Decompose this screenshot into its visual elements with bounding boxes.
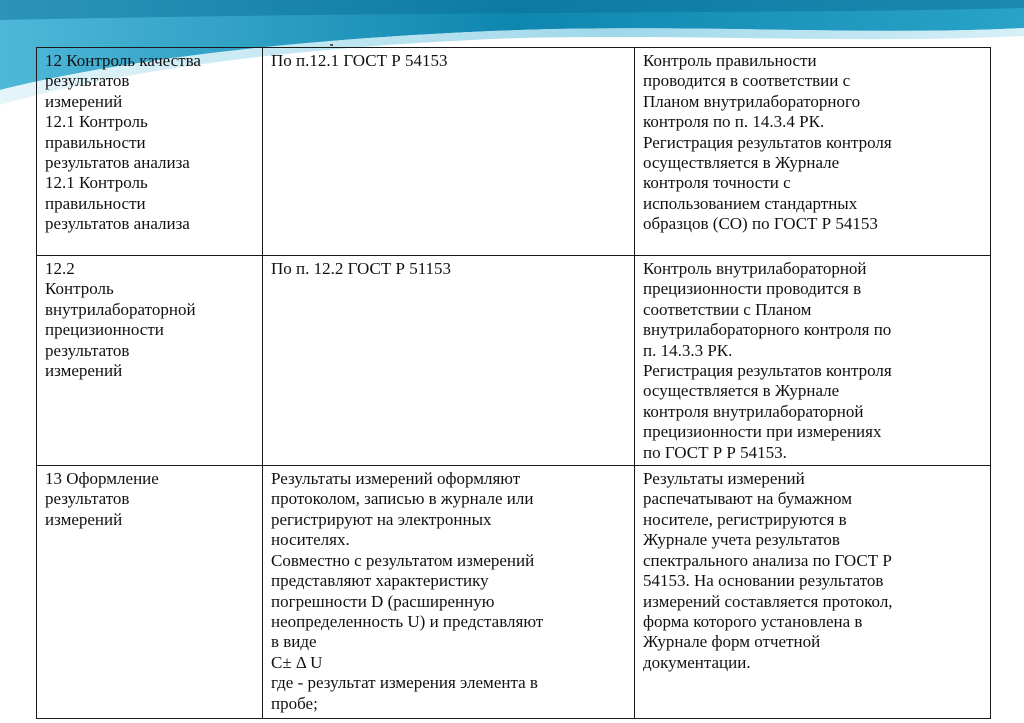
cell-line: осуществляется в Журнале — [643, 153, 840, 173]
cell-line: Результаты измерений — [643, 469, 805, 489]
table-row — [37, 256, 991, 466]
section-cell — [37, 256, 263, 466]
cell-line: Контроль — [45, 279, 114, 299]
formula-line: C± Δ U — [271, 652, 323, 672]
cell-line: в виде — [271, 632, 317, 652]
cell-line: внутрилабораторного контроля по — [643, 320, 892, 340]
cell-line: протоколом, записью в журнале или — [271, 489, 534, 509]
cell-line: Регистрация результатов контроля — [643, 132, 892, 152]
cell-line: носителе, регистрируются в — [643, 509, 847, 529]
stray-mark — [330, 44, 333, 46]
cell-line: распечатывают на бумажном — [643, 489, 852, 509]
cell-line: осуществляется в Журнале — [643, 381, 840, 401]
cell-line: Контроль правильности — [643, 51, 817, 70]
cell-line: представляют характеристику — [271, 571, 489, 591]
cell-line: регистрируют на электронных — [271, 509, 492, 529]
cell-line: погрешности D (расширенную — [271, 591, 495, 611]
cell-line: измерений составляется протокол, — [643, 591, 893, 611]
cell-line: прецизионности — [45, 320, 164, 340]
cell-line: 12.2 — [45, 259, 75, 278]
implementation-cell — [635, 466, 991, 719]
cell-line: измерений — [45, 91, 123, 111]
cell-line: форма которого установлена в — [643, 611, 863, 631]
implementation-cell — [635, 256, 991, 466]
cell-line: результатов — [45, 489, 130, 509]
cell-line: результатов анализа — [45, 214, 190, 234]
cell-line: образцов (СО) по ГОСТ Р 54153 — [643, 214, 878, 234]
cell-line: по ГОСТ Р Р 54153. — [643, 442, 787, 462]
cell-line: п. 14.3.3 РК. — [643, 340, 733, 360]
cell-line: Журнале форм отчетной — [643, 632, 821, 652]
cell-line: спектрального анализа по ГОСТ Р — [643, 550, 892, 570]
table-row — [37, 48, 991, 256]
cell-line: 12 Контроль качества — [45, 51, 201, 70]
cell-line: соответствии с Планом — [643, 299, 812, 319]
cell-line: измерений — [45, 361, 123, 381]
cell-line: правильности — [45, 193, 146, 213]
cell-line: правильности — [45, 132, 146, 152]
cell-line: контроля внутрилабораторной — [643, 401, 864, 421]
section-cell — [37, 48, 263, 256]
cell-line: результатов — [45, 340, 130, 360]
cell-line: прецизионности при измерениях — [643, 422, 882, 442]
cell-line: пробе; — [271, 693, 318, 713]
cell-line: проводится в соответствии с — [643, 71, 851, 91]
cell-line: 54153. На основании результатов — [643, 571, 884, 591]
cell-line: где - результат измерения элемента в — [271, 673, 538, 693]
requirement-cell — [263, 48, 635, 256]
cell-line: 12.1 Контроль — [45, 112, 148, 132]
implementation-cell — [635, 48, 991, 256]
cell-line: неопределенность U) и представляют — [271, 611, 544, 631]
cell-line: носителях. — [271, 530, 350, 550]
requirement-cell — [263, 466, 635, 719]
cell-line: контроля точности с — [643, 173, 791, 193]
cell-line: Регистрация результатов контроля — [643, 361, 892, 381]
cell-line: Планом внутрилабораторного — [643, 91, 861, 111]
table-row — [37, 466, 991, 719]
cell-line: Результаты измерений оформляют — [271, 469, 521, 489]
cell-line: 13 Оформление — [45, 469, 159, 489]
cell-line: Совместно с результатом измерений — [271, 550, 535, 570]
cell-line: прецизионности проводится в — [643, 279, 862, 299]
cell-line: По п.12.1 ГОСТ Р 54153 — [271, 51, 448, 70]
cell-line: документации. — [643, 652, 751, 672]
cell-line: контроля по п. 14.3.4 РК. — [643, 112, 825, 132]
cell-line: результатов анализа — [45, 153, 190, 173]
cell-line: По п. 12.2 ГОСТ Р 51153 — [271, 259, 452, 278]
cell-line: использованием стандартных — [643, 193, 858, 213]
cell-line: результатов — [45, 71, 130, 91]
cell-line: внутрилабораторной — [45, 299, 196, 319]
section-cell — [37, 466, 263, 719]
cell-line: 12.1 Контроль — [45, 173, 148, 193]
cell-line: Контроль внутрилабораторной — [643, 259, 867, 278]
requirement-cell — [263, 256, 635, 466]
cell-line: измерений — [45, 509, 123, 529]
document-table — [36, 47, 991, 719]
cell-line: Журнале учета результатов — [643, 530, 840, 550]
